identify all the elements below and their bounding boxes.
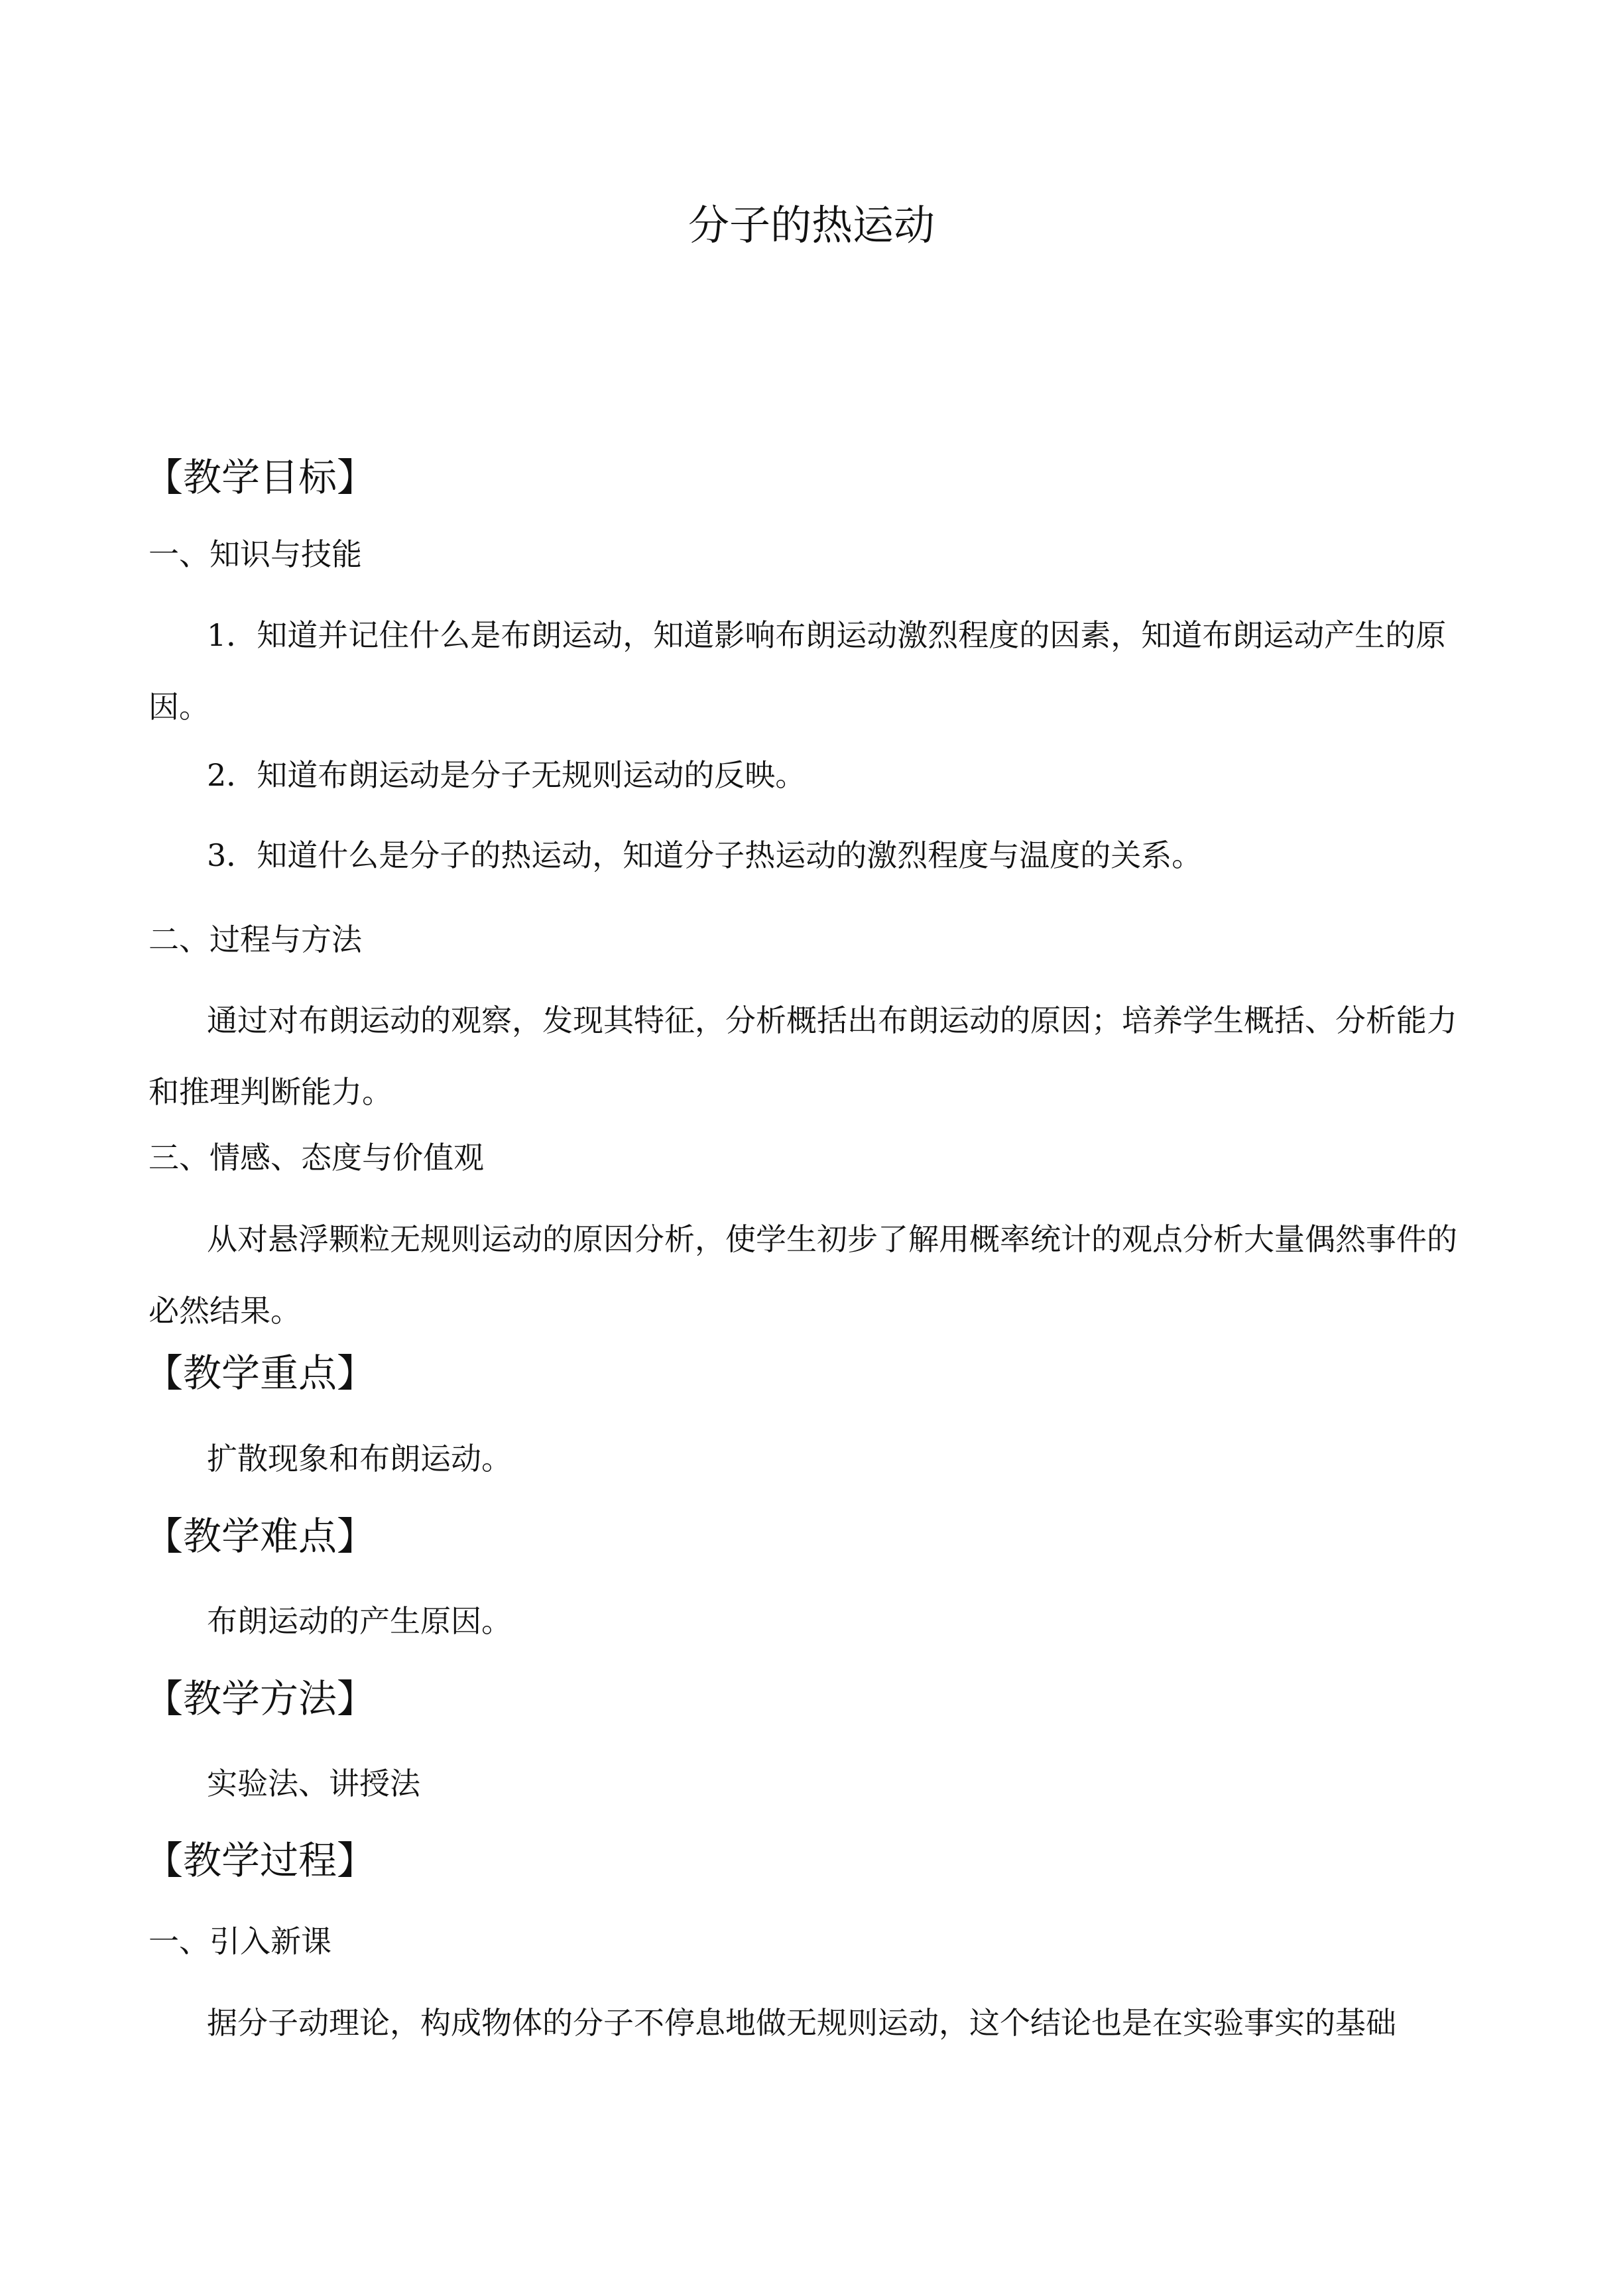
document-title: 分子的热运动	[688, 201, 935, 249]
subheading-knowledge-skills: 一、知识与技能	[149, 536, 362, 572]
process-methods-text: 通过对布朗运动的观察，发现其特征，分析概括出布朗运动的原因；培养学生概括、分析能力和推理判断能力。	[149, 1002, 1457, 1110]
key-points-text: 扩散现象和布朗运动。	[207, 1441, 512, 1477]
objective-item-2: 2．知道布朗运动是分子无规则运动的反映。	[207, 757, 806, 793]
heading-teaching-process: 【教学过程】	[145, 1838, 376, 1883]
emotion-values-text: 从对悬浮颗粒无规则运动的原因分析，使学生初步了解用概率统计的观点分析大量偶然事件的必然结果。	[149, 1221, 1457, 1329]
objective-item-1: 1．知道并记住什么是布朗运动，知道影响布朗运动激烈程度的因素，知道布朗运动产生的原因。	[149, 617, 1447, 725]
heading-key-points: 【教学重点】	[145, 1351, 376, 1396]
subheading-process-methods: 二、过程与方法	[149, 922, 362, 957]
subheading-emotion-values: 三、情感、态度与价值观	[149, 1140, 484, 1176]
subheading-introduce-lesson: 一、引入新课	[149, 1923, 331, 1959]
difficulties-text: 布朗运动的产生原因。	[207, 1603, 512, 1639]
objective-item-3: 3．知道什么是分子的热运动，知道分子热运动的激烈程度与温度的关系。	[207, 837, 1203, 873]
introduce-lesson-text: 据分子动理论，构成物体的分子不停息地做无规则运动，这个结论也是在实验事实的基础	[207, 2005, 1396, 2041]
heading-methods: 【教学方法】	[145, 1676, 376, 1721]
heading-difficulties: 【教学难点】	[145, 1514, 376, 1559]
heading-objectives: 【教学目标】	[145, 455, 376, 500]
methods-text: 实验法、讲授法	[207, 1766, 420, 1801]
